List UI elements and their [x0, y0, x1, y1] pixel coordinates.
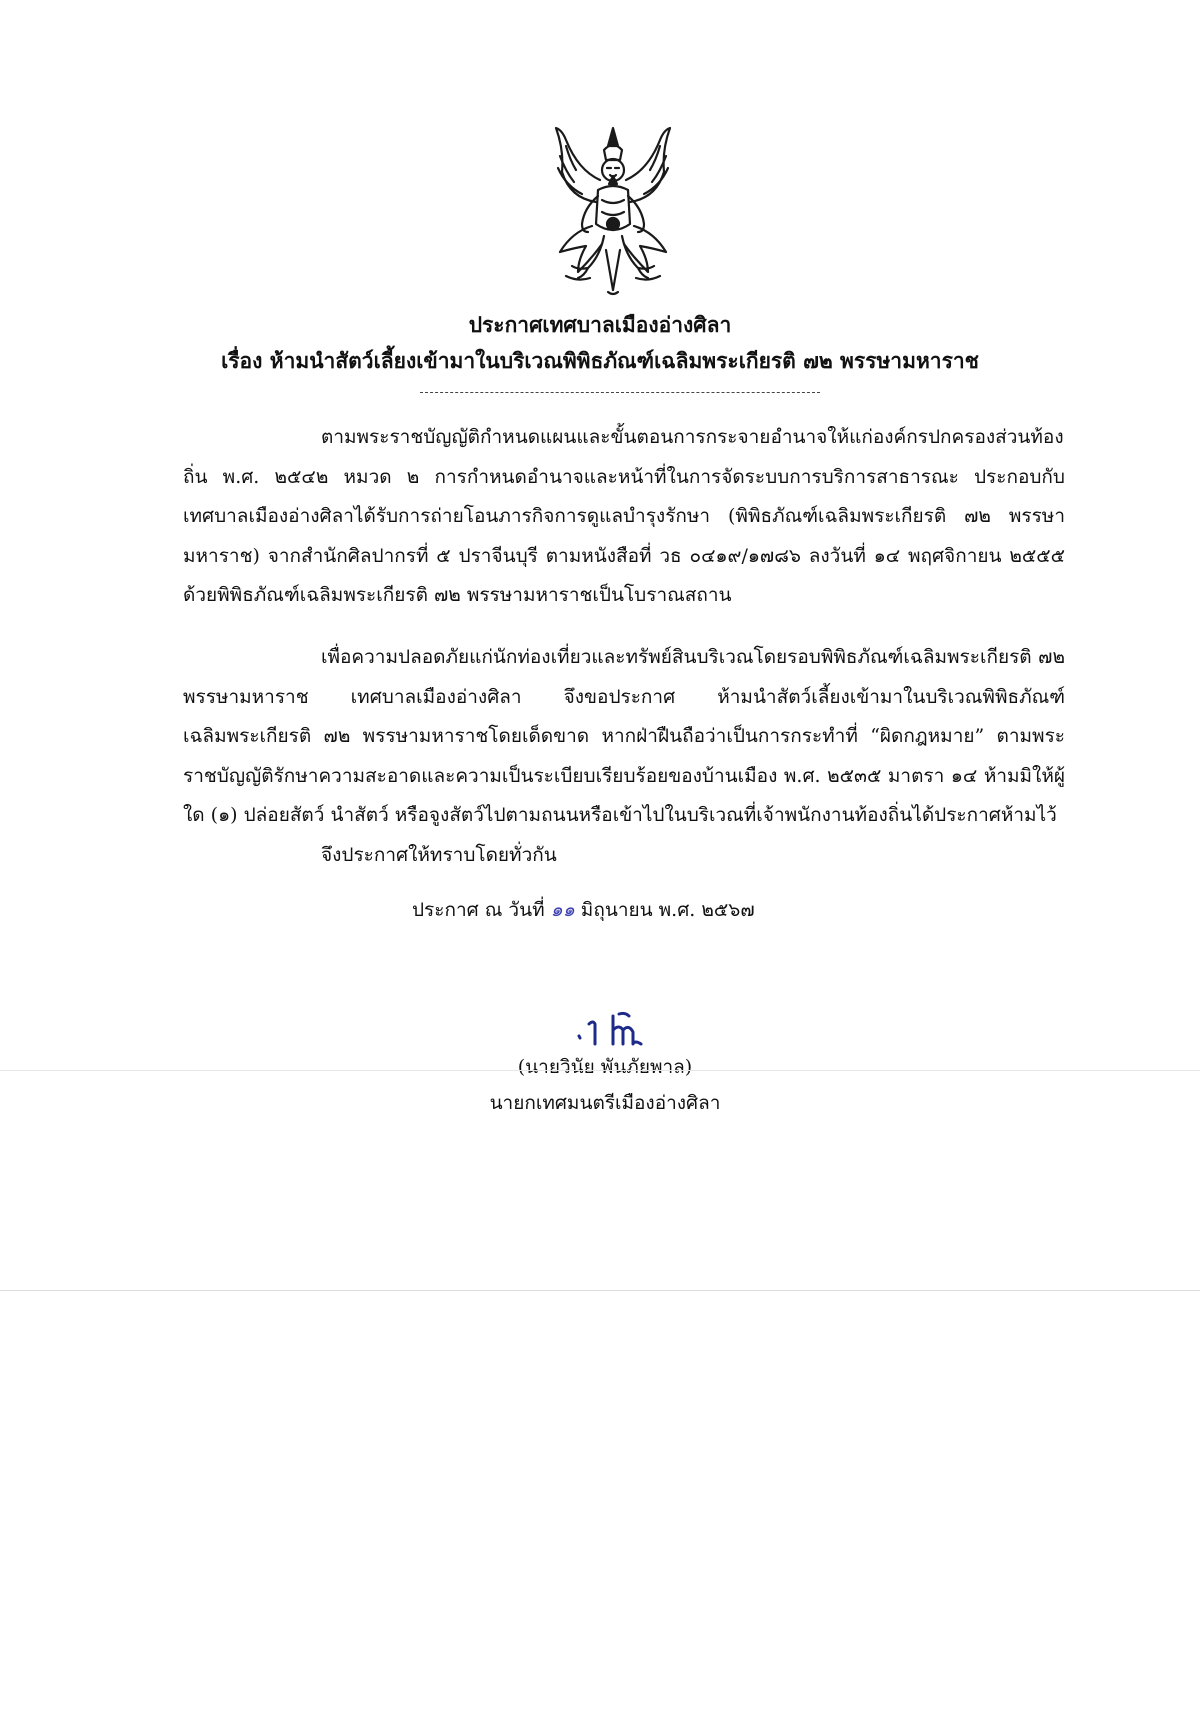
body-paragraph-1: ตามพระราชบัญญัติกำหนดแผนและขั้นตอนการกระจายอำนาจให้แก่องค์กรปกครองส่วนท้องถิ่น พ.ศ. ๒๕๔๒ หมวด ๒ การกำหนดอำนาจและหน้าที่ในการจัดระบบการบริการสาธารณะ ประกอบกับเทศบาลเมืองอ่างศิลาได้รับการถ่ายโอนภารกิจการดูแลบำรุงรักษา (พิพิธภัณฑ์เฉลิมพระเกียรติ ๗๒ พรรษามหาราช) จากสำนักศิลปากรที่ ๕ ปราจีนบุรี ตามหนังสือที่ วธ ๐๔๑๙/๑๗๘๖ ลงวันที่ ๑๔ พฤศจิกายน ๒๕๕๕ ด้วยพิพิธภัณฑ์เฉลิมพระเกียรติ ๗๒ พรรษามหาราชเป็นโบราณสถาน — [183, 426, 1065, 606]
separator-line — [420, 392, 820, 393]
handwritten-signature-icon — [575, 1010, 655, 1050]
body-paragraph-2: เพื่อความปลอดภัยแก่นักท่องเที่ยวและทรัพย์สินบริเวณโดยรอบพิพิธภัณฑ์เฉลิมพระเกียรติ ๗๒ พรรษามหาราช เทศบาลเมืองอ่างศิลา จึงขอประกาศ ห้ามนำสัตว์เลี้ยงเข้ามาในบริเวณพิพิธภัณฑ์เฉลิมพระเกียรติ ๗๒ พรรษามหาราชโดยเด็ดขาด หากฝ่าฝืนถือว่าเป็นการกระทำที่ “ผิดกฎหมาย” ตามพระราชบัญญัติรักษาความสะอาดและความเป็นระเบียบเรียบร้อยของบ้านเมือง พ.ศ. ๒๕๓๕ มาตรา ๑๔ ห้ามมิให้ผู้ใด (๑) ปล่อยสัตว์ นำสัตว์ หรือจูงสัตว์ไปตามถนนหรือเข้าไปในบริเวณที่เจ้าพนักงานท้องถิ่นได้ประกาศห้ามไว้ — [183, 646, 1065, 826]
signer-position: นายกเทศมนตรีเมืองอ่างศิลา — [489, 1092, 721, 1114]
garuda-emblem-icon — [548, 120, 678, 298]
date-prefix: ประกาศ ณ วันที่ — [412, 899, 551, 921]
subject-line: เรื่อง ห้ามนำสัตว์เลี้ยงเข้ามาในบริเวณพิพิธภัณฑ์เฉลิมพระเกียรติ ๗๒ พรรษามหาราช — [221, 348, 979, 373]
date-day-handwritten: ๑๑ — [550, 899, 575, 921]
closing-line: จึงประกาศให้ทราบโดยทั่วกัน — [321, 844, 557, 866]
page-title: ประกาศเทศบาลเมืองอ่างศิลา — [468, 312, 732, 337]
date-rest: มิถุนายน พ.ศ. ๒๕๖๗ — [574, 899, 755, 921]
scan-artifact-line — [0, 1070, 1200, 1071]
signer-name: (นายวินัย พันภัยพาล) — [517, 1056, 693, 1078]
announcement-date — [412, 895, 755, 925]
scan-artifact-line — [0, 1290, 1200, 1291]
